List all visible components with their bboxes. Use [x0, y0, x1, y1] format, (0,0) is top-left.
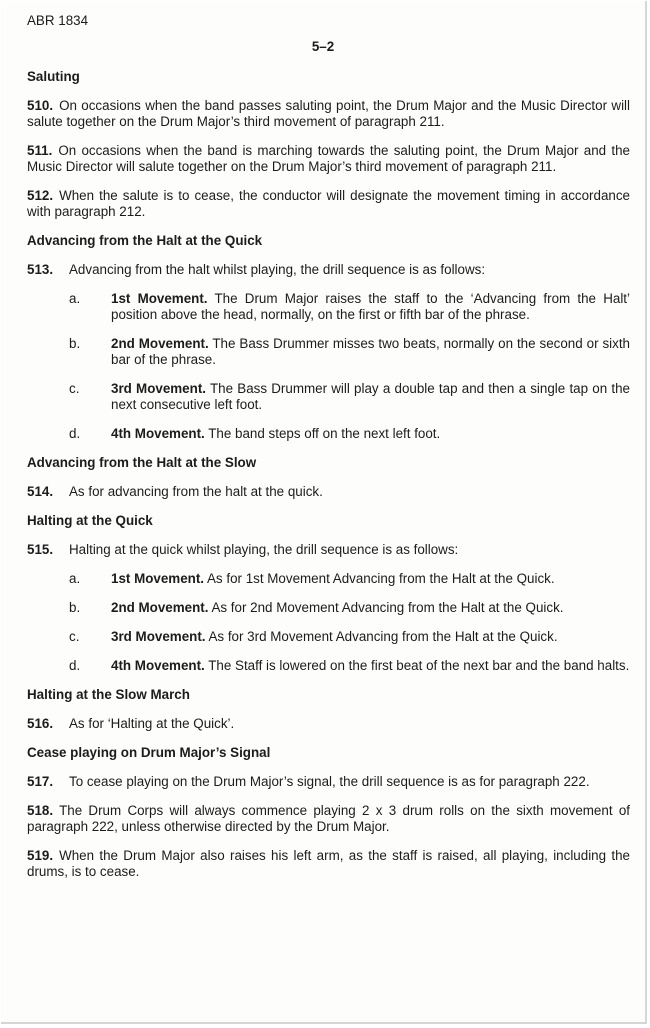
- item-lead: 3rd Movement.: [111, 629, 206, 644]
- section-heading-advancing-quick: Advancing from the Halt at the Quick: [27, 233, 263, 248]
- paragraph-517: [27, 774, 630, 790]
- paragraph-518: [27, 803, 630, 835]
- section-heading-saluting: Saluting: [27, 69, 80, 84]
- item-letter: b.: [69, 600, 81, 615]
- list-item: [27, 571, 630, 587]
- paragraph-516: [27, 716, 630, 732]
- item-letter: d.: [69, 658, 81, 673]
- item-text: The Bass Drummer will play a double tap and then a single tap on the next consecutive left foot.: [111, 381, 630, 412]
- paragraph-number: 519.: [27, 848, 54, 863]
- item-letter: c.: [69, 381, 80, 396]
- paragraph-text: To cease playing on the Drum Major’s signal, the drill sequence is as for paragraph 222.: [69, 774, 590, 789]
- paragraph-number: 517.: [27, 774, 54, 789]
- paragraph-number: 513.: [27, 262, 54, 277]
- item-lead: 3rd Movement.: [111, 381, 206, 396]
- paragraph-513: [27, 262, 630, 278]
- document-page: [1, 1, 647, 1024]
- paragraph-text: On occasions when the band passes saluting point, the Drum Major and the Music Director will salute together on the Drum Major’s third movement of paragraph 211.: [27, 98, 630, 129]
- item-text: The Staff is lowered on the first beat of the next bar and the band halts.: [204, 658, 630, 673]
- paragraph-text: When the Drum Major also raises his left arm, as the staff is raised, all playing, including the drums, is to cease.: [27, 848, 630, 879]
- item-text: The band steps off on the next left foot.: [204, 426, 441, 441]
- paragraph-519: [27, 848, 630, 880]
- section-heading-halting-slow: Halting at the Slow March: [27, 687, 190, 702]
- item-lead: 2nd Movement.: [111, 600, 209, 615]
- item-text: The Bass Drummer misses two beats, normally on the second or sixth bar of the phrase.: [111, 336, 630, 367]
- paragraph-number: 514.: [27, 484, 54, 499]
- paragraph-text: When the salute is to cease, the conductor will designate the movement timing in accordance with paragraph 212.: [27, 188, 630, 219]
- list-item: [27, 600, 630, 616]
- list-item: [27, 426, 630, 442]
- item-lead: 4th Movement.: [111, 658, 205, 673]
- paragraph-number: 512.: [27, 188, 54, 203]
- paragraph-text: The Drum Corps will always commence playing 2 x 3 drum rolls on the sixth movement of paragraph 222, unless otherwise directed by the Drum Major.: [27, 803, 630, 834]
- item-letter: b.: [69, 336, 81, 351]
- paragraph-text: Advancing from the halt whilst playing, the drill sequence is as follows:: [69, 262, 486, 277]
- paragraph-510: [27, 98, 630, 130]
- paragraph-number: 515.: [27, 542, 54, 557]
- paragraph-number: 511.: [27, 143, 53, 158]
- paragraph-text: As for ‘Halting at the Quick’.: [69, 716, 235, 731]
- item-lead: 1st Movement.: [111, 291, 208, 306]
- list-item: [27, 291, 630, 323]
- item-text: As for 2nd Movement Advancing from the Halt at the Quick.: [208, 600, 564, 615]
- paragraph-514: [27, 484, 630, 500]
- item-lead: 2nd Movement.: [111, 336, 209, 351]
- paragraph-text: As for advancing from the halt at the quick.: [69, 484, 323, 499]
- page-number: 5–2: [311, 39, 335, 54]
- list-item: [27, 336, 630, 368]
- section-heading-cease-playing: Cease playing on Drum Major’s Signal: [27, 745, 271, 760]
- paragraph-511: [27, 143, 630, 175]
- paragraph-text: Halting at the quick whilst playing, the drill sequence is as follows:: [69, 542, 459, 557]
- section-heading-advancing-slow: Advancing from the Halt at the Slow: [27, 455, 257, 470]
- paragraph-515: [27, 542, 630, 558]
- item-letter: d.: [69, 426, 81, 441]
- item-lead: 1st Movement.: [111, 571, 205, 586]
- section-heading-halting-quick: Halting at the Quick: [27, 513, 153, 528]
- item-letter: c.: [69, 629, 80, 644]
- item-letter: a.: [69, 291, 81, 306]
- paragraph-number: 518.: [27, 803, 54, 818]
- list-item: [27, 629, 630, 645]
- item-letter: a.: [69, 571, 81, 586]
- item-text: As for 1st Movement Advancing from the Halt at the Quick.: [204, 571, 555, 586]
- paragraph-number: 516.: [27, 716, 54, 731]
- list-item: [27, 658, 630, 674]
- paragraph-number: 510.: [27, 98, 54, 113]
- document-reference: ABR 1834: [27, 13, 89, 28]
- paragraph-text: On occasions when the band is marching towards the saluting point, the Drum Major and the Music Director will salute together on the Drum Major’s third movement of paragraph 211.: [27, 143, 630, 174]
- item-text: As for 3rd Movement Advancing from the Halt at the Quick.: [205, 629, 558, 644]
- item-text: The Drum Major raises the staff to the ‘Advancing from the Halt’ position above the head, normally, on the first or fifth bar of the phrase.: [111, 291, 631, 322]
- page-content: [27, 69, 630, 893]
- paragraph-512: [27, 188, 630, 220]
- list-item: [27, 381, 630, 413]
- item-lead: 4th Movement.: [111, 426, 205, 441]
